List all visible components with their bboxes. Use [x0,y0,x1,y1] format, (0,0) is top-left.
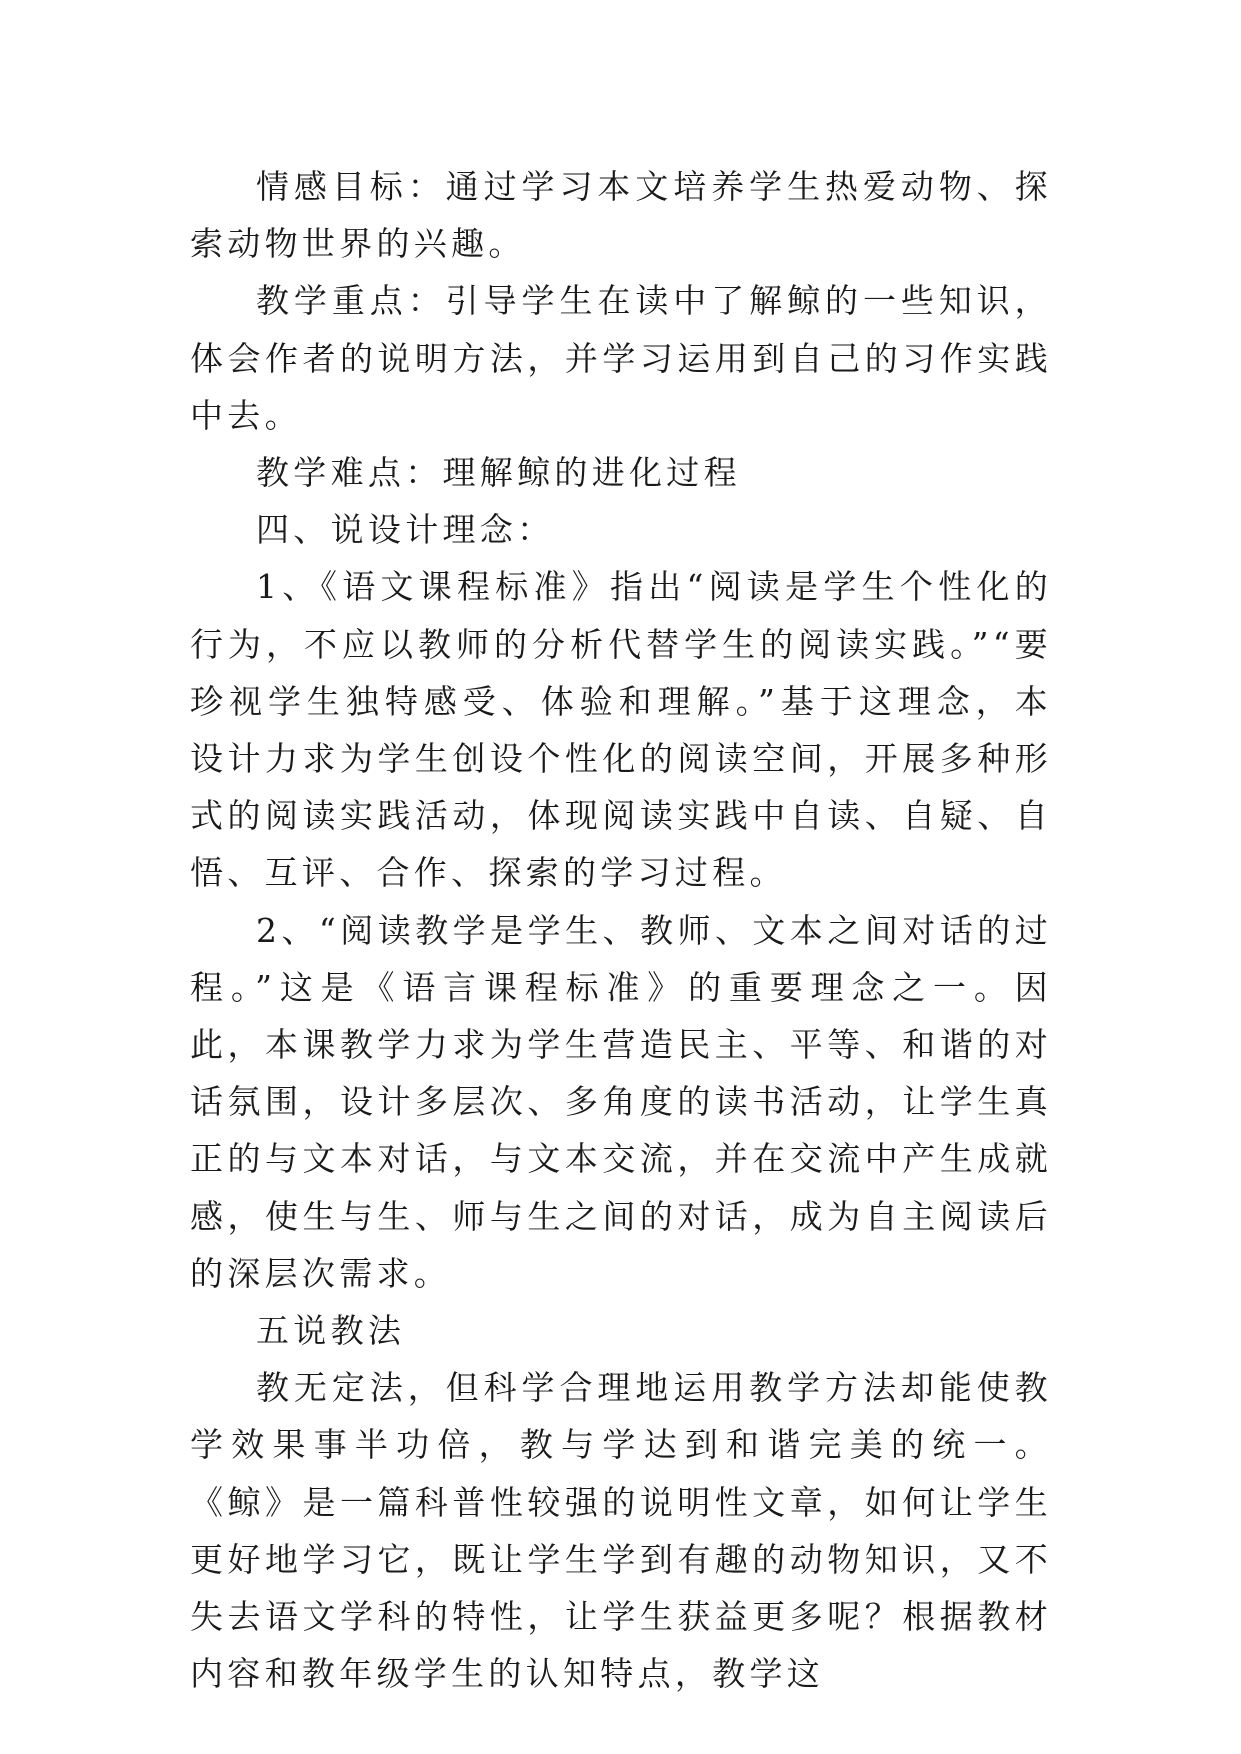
document-body [190,158,1052,1702]
heading-design-concept: 四、说设计理念： [256,510,555,550]
paragraph-teaching-method: 教无定法，但科学合理地运用教学方法却能使教学效果事半功倍，教与学达到和谐完美的统一。《鲸》是一篇科普性较强的说明性文章，如何让学生更好地学习它，既让学生学到有趣的动物知识，又不失去语文学科的特性，让学生获益更多呢？根据教材内容和教年级学生的认知特点，教学这 [190,1368,1052,1694]
paragraph-emotional-goal: 情感目标：通过学习本文培养学生热爱动物、探索动物世界的兴趣。 [190,167,1052,264]
heading-teaching-method: 五说教法 [256,1311,406,1351]
paragraph-concept-1: 1、《语文课程标准》指出“阅读是学生个性化的行为，不应以教师的分析代替学生的阅读实践。”“要珍视学生独特感受、体验和理解。”基于这理念，本设计力求为学生创设个性化的阅读空间，开展多种形式的阅读实践活动，体现阅读实践中自读、自疑、自悟、互评、合作、探索的学习过程。 [190,567,1052,893]
paragraph-concept-2: 2、“阅读教学是学生、教师、文本之间对话的过程。”这是《语言课程标准》的重要理念之一。因此，本课教学力求为学生营造民主、平等、和谐的对话氛围，设计多层次、多角度的读书活动，让学生真正的与文本对话，与文本交流，并在交流中产生成就感，使生与生、师与生之间的对话，成为自主阅读后的深层次需求。 [190,910,1052,1293]
paragraph-teaching-difficulty: 教学难点：理解鲸的进化过程 [256,453,741,493]
paragraph-teaching-focus: 教学重点：引导学生在读中了解鲸的一些知识，体会作者的说明方法，并学习运用到自己的习作实践中去。 [190,281,1052,435]
